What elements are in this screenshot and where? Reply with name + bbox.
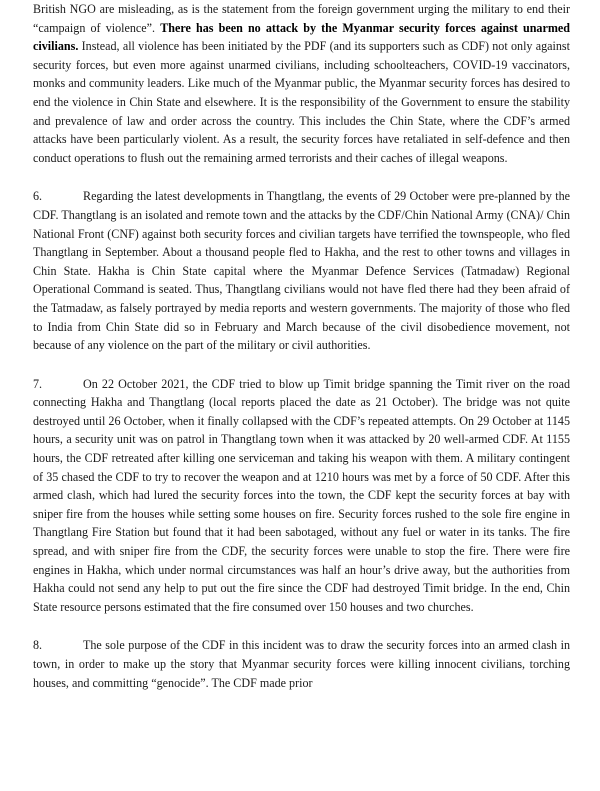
- paragraph-number: 6.: [33, 189, 43, 204]
- paragraph-body-text: Regarding the latest developments in Thangtlang, the events of 29 October were pre-planned by the CDF. Thangtlang is an isolated and remote town and the attacks by the CDF/Chin National Army (CNA)/ Chin National Front (CNF) against both security forces and civilian targets have terrified the townspeople, who fled Thangtlang in September. About a thousand people fled to Hakha, and the rest to other towns and villages in Chin State. Hakha is Chin State capital where the Myanmar Defence Services (Tatmadaw) Regional Operational Command is seated. Thus, Thangtlang civilians would not have fled there had they been afraid of the Tatmadaw, as falsely portrayed by media reports and western governments. The majority of those who fled to India from Chin State did so in February and March because of the civil disobedience movement, not because of any violence on the part of the military or civil authorities.: [33, 189, 570, 353]
- paragraph-lead-text: British NGO are misleading, as is the statement from the foreign government urging the military to end their “campaign of violence”.: [33, 2, 570, 35]
- paragraph-5-continued: [33, 0, 570, 167]
- paragraph-bold-statement: There has been no attack by the Myanmar security forces against unarmed civilians.: [33, 20, 571, 54]
- paragraph-number: 8.: [33, 638, 43, 653]
- paragraph-body-text: The sole purpose of the CDF in this incident was to draw the security forces into an armed clash in town, in order to make up the story that Myanmar security forces were killing innocent civilians, torching houses, and committing “genocide”. The CDF made prior: [33, 638, 570, 690]
- document-page: [33, 0, 570, 712]
- paragraph-body-text: On 22 October 2021, the CDF tried to blow up Timit bridge spanning the Timit river on the road connecting Hakha and Thangtlang (local reports placed the date as 21 October). The bridge was not quite destroyed until 26 October, when it finally collapsed with the CDF’s repeated attempts. On 29 October at 1145 hours, a security unit was on patrol in Thangtlang town when it was attacked by 20 well-armed CDF. At 1155 hours, the CDF retreated after killing one serviceman and taking his weapon with them. A military contingent of 35 chased the CDF to try to recover the weapon and at 1210 hours was met by a force of 50 CDF. After this armed clash, which had lured the security forces into the town, the CDF kept the security forces at bay with sniper fire from the houses while setting some houses on fire. Security forces rushed to the sole fire engine in Thangtlang Fire Station but found that it had been sabotaged, without any fuel or water in its tanks. The fire spread, and with sniper fire from the CDF, the security forces were unable to stop the fire. There were fire engines in Hakha, which under normal circumstances was half an hour’s drive away, but the authorities from Hakha could not send any help to put out the fire since the CDF had destroyed Timit bridge. In the end, Chin State resource persons estimated that the fire consumed over 150 houses and two churches.: [33, 376, 570, 614]
- paragraph-body-text: Instead, all violence has been initiated by the PDF (and its supporters such as CDF) not only against security forces, but even more against unarmed civilians, including schoolteachers, COVID-19 vaccinators, monks and community leaders. Like much of the Myanmar public, the Myanmar security forces has desired to end the violence in Chin State and elsewhere. It is the responsibility of the Government to ensure the stability and prevalence of law and order across the country. This includes the Chin State, where the CDF’s armed attacks have been particularly violent. As a result, the security forces have retaliated in self-defence and then conduct operations to flush out the remaining armed terrorists and their caches of illegal weapons.: [33, 39, 570, 165]
- paragraph-8: [33, 636, 570, 692]
- paragraph-7: [33, 375, 570, 617]
- paragraph-6: [33, 187, 570, 354]
- paragraph-number: 7.: [33, 376, 43, 391]
